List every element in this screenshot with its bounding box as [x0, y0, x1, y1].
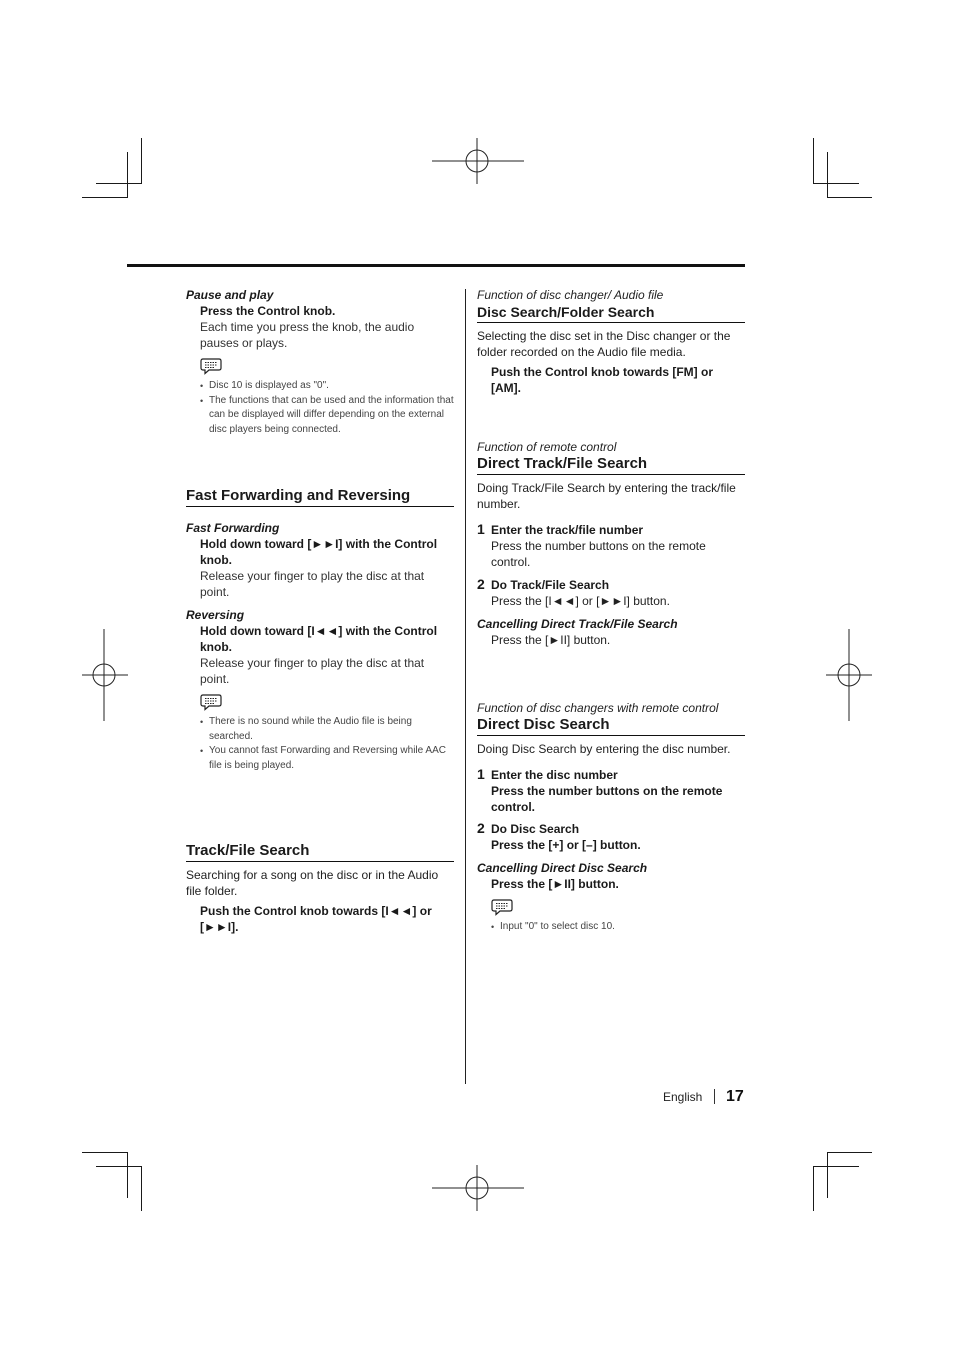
ff-step: Hold down toward [►►I] with the Control knob. — [200, 537, 438, 567]
pause-step: Press the Control knob. — [200, 304, 336, 318]
right-column — [477, 287, 745, 935]
note-item: • Disc 10 is displayed as "0". — [200, 379, 454, 394]
registration-target-top — [432, 138, 524, 184]
step-number: 1 — [477, 766, 485, 782]
direct-disc-desc: Doing Disc Search by entering the disc number. — [477, 742, 731, 756]
track-step: Push the Control knob towards [I◄◄] or [►►I]. — [200, 904, 432, 934]
fast-forward-reverse-section — [186, 487, 454, 773]
rev-step: Hold down toward [I◄◄] with the Control knob. — [200, 624, 438, 654]
disc-folder-heading: Disc Search/Folder Search — [477, 303, 745, 323]
fast-heading: Fast Forwarding and Reversing — [186, 487, 454, 507]
note-icon — [200, 357, 222, 375]
step-title: Enter the track/file number — [491, 523, 644, 537]
direct-disc-notes — [491, 920, 745, 935]
step-title: Do Disc Search — [491, 822, 580, 836]
registration-target-bottom — [432, 1165, 524, 1211]
pause-desc: Each time you press the knob, the audio pauses or plays. — [200, 320, 415, 350]
disc-folder-step: Push the Control knob towards [FM] or [AM]. — [491, 365, 713, 395]
disc-folder-function: Function of disc changer/ Audio file — [477, 288, 664, 302]
step-title: Do Track/File Search — [491, 578, 610, 592]
registration-target-right — [826, 629, 872, 721]
footer-language: English — [663, 1090, 703, 1104]
step-desc: Press the [I◄◄] or [►►I] button. — [491, 594, 670, 608]
ff-desc: Release your finger to play the disc at that point. — [200, 569, 425, 599]
pause-and-play-section — [186, 287, 454, 437]
direct-disc-step-2 — [477, 821, 745, 853]
direct-track-desc: Doing Track/File Search by entering the track/file number. — [477, 481, 736, 511]
direct-track-heading: Direct Track/File Search — [477, 455, 745, 475]
rev-desc: Release your finger to play the disc at that point. — [200, 656, 425, 686]
rev-title: Reversing — [186, 608, 245, 622]
disc-folder-search-section — [477, 287, 745, 396]
note-item: • You cannot fast Forwarding and Reversing while AAC file is being played. — [200, 744, 454, 773]
step-desc: Press the [+] or [–] button. — [491, 838, 641, 852]
step-desc: Press the number buttons on the remote control. — [491, 784, 723, 814]
track-desc: Searching for a song on the disc or in the Audio file folder. — [186, 868, 439, 898]
footer-separator — [714, 1089, 715, 1104]
pause-title: Pause and play — [186, 288, 274, 302]
note-icon — [491, 898, 513, 916]
page-number: 17 — [726, 1088, 744, 1105]
direct-track-cancel-desc: Press the [►II] button. — [491, 633, 611, 647]
step-number: 2 — [477, 820, 485, 836]
disc-folder-desc: Selecting the disc set in the Disc changer or the folder recorded on the Audio file media. — [477, 329, 731, 359]
step-number: 2 — [477, 576, 485, 592]
direct-disc-heading: Direct Disc Search — [477, 716, 745, 736]
ff-title: Fast Forwarding — [186, 521, 280, 535]
note-item: • The functions that can be used and the information that can be displayed will differ depending on the external disc players being connected. — [200, 394, 454, 438]
direct-disc-cancel-desc: Press the [►II] button. — [491, 877, 619, 891]
direct-track-search-section — [477, 439, 745, 648]
direct-disc-function: Function of disc changers with remote control — [477, 701, 719, 715]
direct-track-step-1 — [477, 522, 745, 570]
track-heading: Track/File Search — [186, 842, 454, 862]
header-rule — [127, 264, 745, 267]
direct-track-function: Function of remote control — [477, 440, 617, 454]
direct-track-step-2 — [477, 577, 745, 609]
direct-disc-step-1 — [477, 767, 745, 815]
left-column — [186, 287, 454, 935]
direct-track-cancel-title: Cancelling Direct Track/File Search — [477, 617, 678, 631]
direct-disc-cancel-title: Cancelling Direct Disc Search — [477, 861, 648, 875]
step-title: Enter the disc number — [491, 768, 618, 782]
step-number: 1 — [477, 521, 485, 537]
note-item: • Input "0" to select disc 10. — [491, 920, 745, 935]
direct-disc-search-section — [477, 700, 745, 935]
column-divider — [465, 289, 466, 1084]
note-icon — [200, 693, 222, 711]
fast-notes — [200, 715, 454, 773]
step-desc: Press the number buttons on the remote control. — [491, 539, 706, 569]
note-item: • There is no sound while the Audio file is being searched. — [200, 715, 454, 744]
registration-target-left — [82, 629, 128, 721]
track-file-search-section — [186, 842, 454, 935]
pause-notes — [200, 379, 454, 437]
